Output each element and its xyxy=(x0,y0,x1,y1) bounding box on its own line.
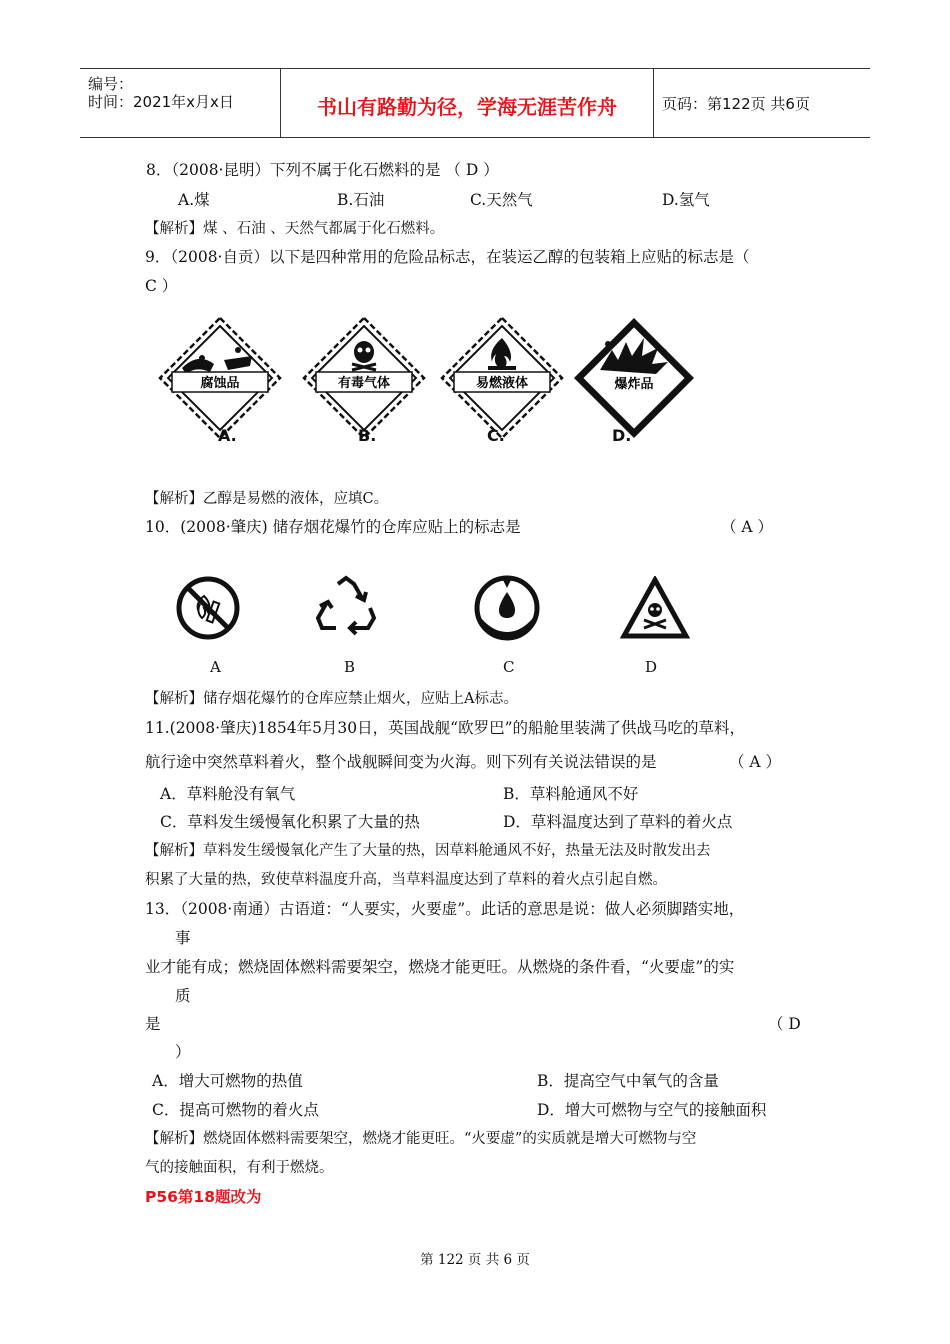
drop-hand-icon xyxy=(481,580,533,636)
toxic-triangle-sign xyxy=(620,576,690,640)
date-label: 时间：2021年x月x日 xyxy=(88,93,234,111)
q10-label-d: D xyxy=(645,658,658,676)
q8-option-c: C.天然气 xyxy=(470,191,533,209)
q10-label-c: C xyxy=(503,658,515,676)
flammable-sign-text: 易燃液体 xyxy=(475,376,529,391)
page-header xyxy=(80,68,870,138)
header-left-cell xyxy=(80,69,280,137)
q13-analysis-line2: 气的接触面积，有利于燃烧。 xyxy=(145,1160,334,1176)
q13-option-c: C．提高可燃物的着火点 xyxy=(152,1101,319,1119)
recycle-icon xyxy=(318,578,374,634)
q13-option-b: B．提高空气中氧气的含量 xyxy=(537,1072,719,1090)
q11-option-a: A．草料舱没有氧气 xyxy=(160,785,296,803)
q10-answer: （ A ） xyxy=(721,518,774,536)
skull-crossbones-icon xyxy=(644,603,666,628)
q13-line5: 是 xyxy=(145,1015,161,1033)
q10-analysis: 【解析】储存烟花爆竹的仓库应禁止烟火，应贴上A标志。 xyxy=(145,691,518,707)
q13-option-d: D．增大可燃物与空气的接触面积 xyxy=(537,1101,767,1119)
toxic-sign-text: 有毒气体 xyxy=(337,376,391,391)
no-fire-sign xyxy=(174,574,242,642)
q10-stem: 10．(2008·肇庆) 储存烟花爆竹的仓库应贴上的标志是 xyxy=(145,518,521,536)
q8-stem: 8．（2008·昆明）下列不属于化石燃料的是 （ D ） xyxy=(146,161,499,179)
corrosion-circle-sign xyxy=(473,574,541,642)
q11-analysis-line2: 积累了大量的热，致使草料温度升高，当草料温度达到了草料的着火点引起自燃。 xyxy=(145,872,667,888)
q8-option-d: D.氢气 xyxy=(662,191,710,209)
q9-analysis: 【解析】乙醇是易燃的液体，应填C。 xyxy=(145,491,389,507)
explosive-sign-text: 爆炸品 xyxy=(614,377,654,392)
q9-stem-line2: C ） xyxy=(145,277,178,295)
explosive-sign xyxy=(572,316,696,440)
sign-c-label: C. xyxy=(487,426,505,445)
q11-analysis-line1: 【解析】草料发生缓慢氧化产生了大量的热，因草料舱通风不好，热量无法及时散发出去 xyxy=(145,843,711,859)
sign-b-label: B. xyxy=(358,426,377,445)
sign-d-label: D. xyxy=(612,426,632,445)
q11-line2: 航行途中突然草料着火，整个战舰瞬间变为火海。则下列有关说法错误的是 xyxy=(145,753,657,771)
q8-option-a: A.煤 xyxy=(178,191,210,209)
flammable-liquid-sign xyxy=(440,316,564,440)
q10-label-a: A xyxy=(210,658,221,676)
corrosive-sign xyxy=(158,316,282,440)
sign-a-label: A. xyxy=(218,426,237,445)
toxic-gas-sign xyxy=(302,316,426,440)
page-footer: 第 122 页 共 6 页 xyxy=(420,1252,530,1268)
q11-line1: 11.(2008·肇庆)1854年5月30日，英国战舰“欧罗巴”的船舱里装满了供战马吃的草料， xyxy=(145,719,745,737)
q13-line2: 事 xyxy=(175,929,191,947)
q8-option-b: B.石油 xyxy=(337,191,385,209)
q11-option-c: C．草料发生缓慢氧化积累了大量的热 xyxy=(160,813,420,831)
q8-analysis: 【解析】煤 、石油 、天然气都属于化石燃料。 xyxy=(145,221,445,237)
header-middle-cell xyxy=(280,69,654,137)
q11-option-d: D．草料温度达到了草料的着火点 xyxy=(503,813,733,831)
q13-line1: 13．（2008·南通）古语道：“人要实，火要虚”。此话的意思是说：做人必须脚踏实地， xyxy=(145,900,745,918)
q13-line3: 业才能有成；燃烧固体燃料需要架空，燃烧才能更旺。从燃烧的条件看，“火要虚”的实 xyxy=(145,958,735,976)
q10-label-b: B xyxy=(344,658,356,676)
header-right-cell xyxy=(652,69,870,137)
number-label: 编号： xyxy=(88,75,134,93)
q11-option-b: B．草料舱通风不好 xyxy=(503,785,639,803)
corrosive-sign-text: 腐蚀品 xyxy=(200,376,240,391)
q9-stem-line1: 9．（2008·自贡）以下是四种常用的危险品标志，在装运乙醇的包装箱上应贴的标志是（ xyxy=(145,248,750,266)
q13-option-a: A．增大可燃物的热值 xyxy=(152,1072,303,1090)
motto: 书山有路勤为径，学海无涯苦作舟 xyxy=(317,95,617,119)
q13-answer: （ D xyxy=(768,1015,801,1033)
q11-answer: （ A ） xyxy=(729,753,782,771)
recycle-sign xyxy=(310,574,382,640)
q13-answer-close: ） xyxy=(175,1043,191,1061)
page-code: 页码：第122页 共6页 xyxy=(662,95,810,113)
q13-line4: 质 xyxy=(175,987,191,1005)
q13-analysis-line1: 【解析】燃烧固体燃料需要架空，燃烧才能更旺。“火要虚”的实质就是增大可燃物与空 xyxy=(145,1131,697,1147)
revision-note: P56第18题改为 xyxy=(145,1188,262,1206)
